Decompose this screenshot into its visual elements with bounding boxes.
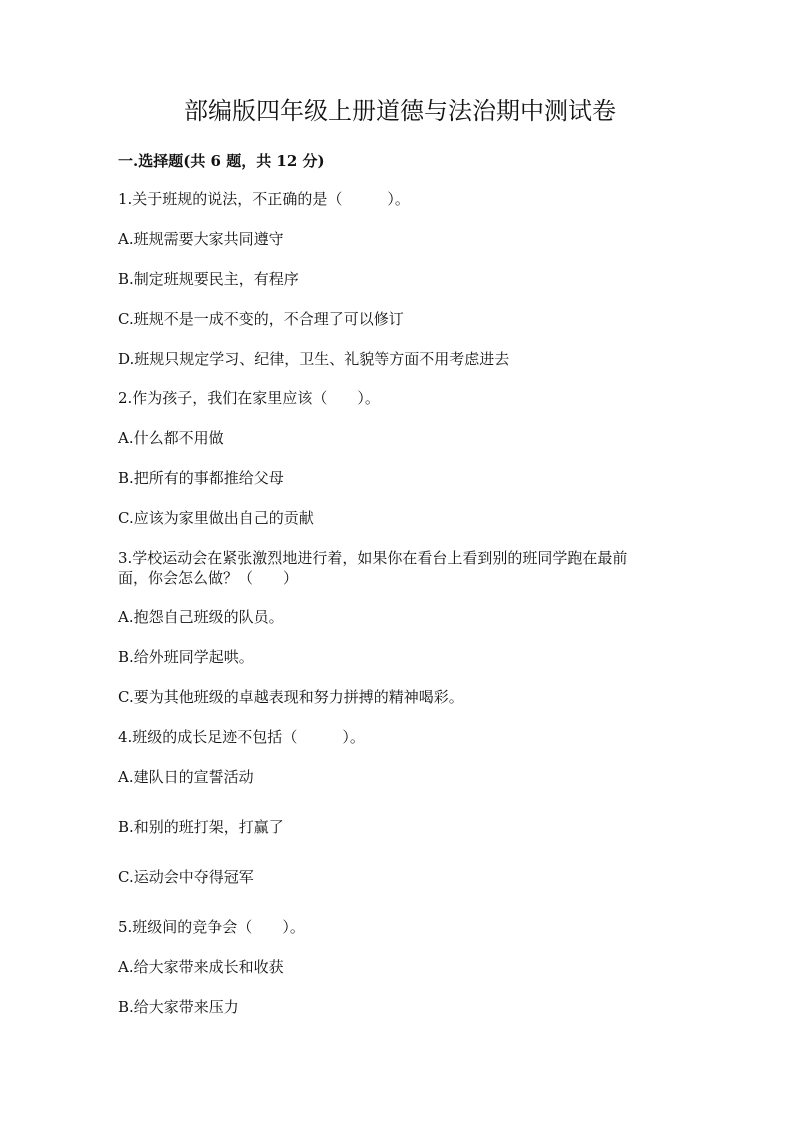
question-3-option-c: C.要为其他班级的卓越表现和努力拼搏的精神喝彩。 [118,688,464,706]
question-1-option-b: B.制定班规要民主，有程序 [118,270,299,288]
question-4-option-c: C.运动会中夺得冠军 [118,868,254,886]
question-3-option-b: B.给外班同学起哄。 [118,648,254,666]
section-heading: 一.选择题(共 6 题，共 12 分) [118,152,325,170]
question-1-option-d: D.班规只规定学习、纪律，卫生、礼貌等方面不用考虑进去 [118,350,510,368]
question-4-option-a: A.建队日的宣誓活动 [118,768,254,786]
question-3-option-a: A.抱怨自己班级的队员。 [118,608,284,626]
question-1-stem: 1.关于班规的说法，不正确的是（ ）。 [118,190,410,208]
question-1-option-a: A.班规需要大家共同遵守 [118,230,284,248]
question-5-option-a: A.给大家带来成长和收获 [118,958,284,976]
page-title: 部编版四年级上册道德与法治期中测试卷 [184,97,616,125]
question-2-stem: 2.作为孩子，我们在家里应该（ ）。 [118,389,380,407]
question-5-stem: 5.班级间的竞争会（ ）。 [118,918,305,936]
question-4-stem: 4.班级的成长足迹不包括（ ）。 [118,728,365,746]
question-3-stem-line-2: 面，你会怎么做？（ ） [118,569,299,587]
question-2-option-b: B.把所有的事都推给父母 [118,469,284,487]
question-1-option-c: C.班规不是一成不变的，不合理了可以修订 [118,310,404,328]
question-2-option-c: C.应该为家里做出自己的贡献 [118,509,314,527]
question-4-option-b: B.和别的班打架，打赢了 [118,818,284,836]
question-5-option-b: B.给大家带来压力 [118,998,239,1016]
question-2-option-a: A.什么都不用做 [118,429,224,447]
question-3-stem-line-1: 3.学校运动会在紧张激烈地进行着，如果你在看台上看到别的班同学跑在最前 [118,549,628,567]
